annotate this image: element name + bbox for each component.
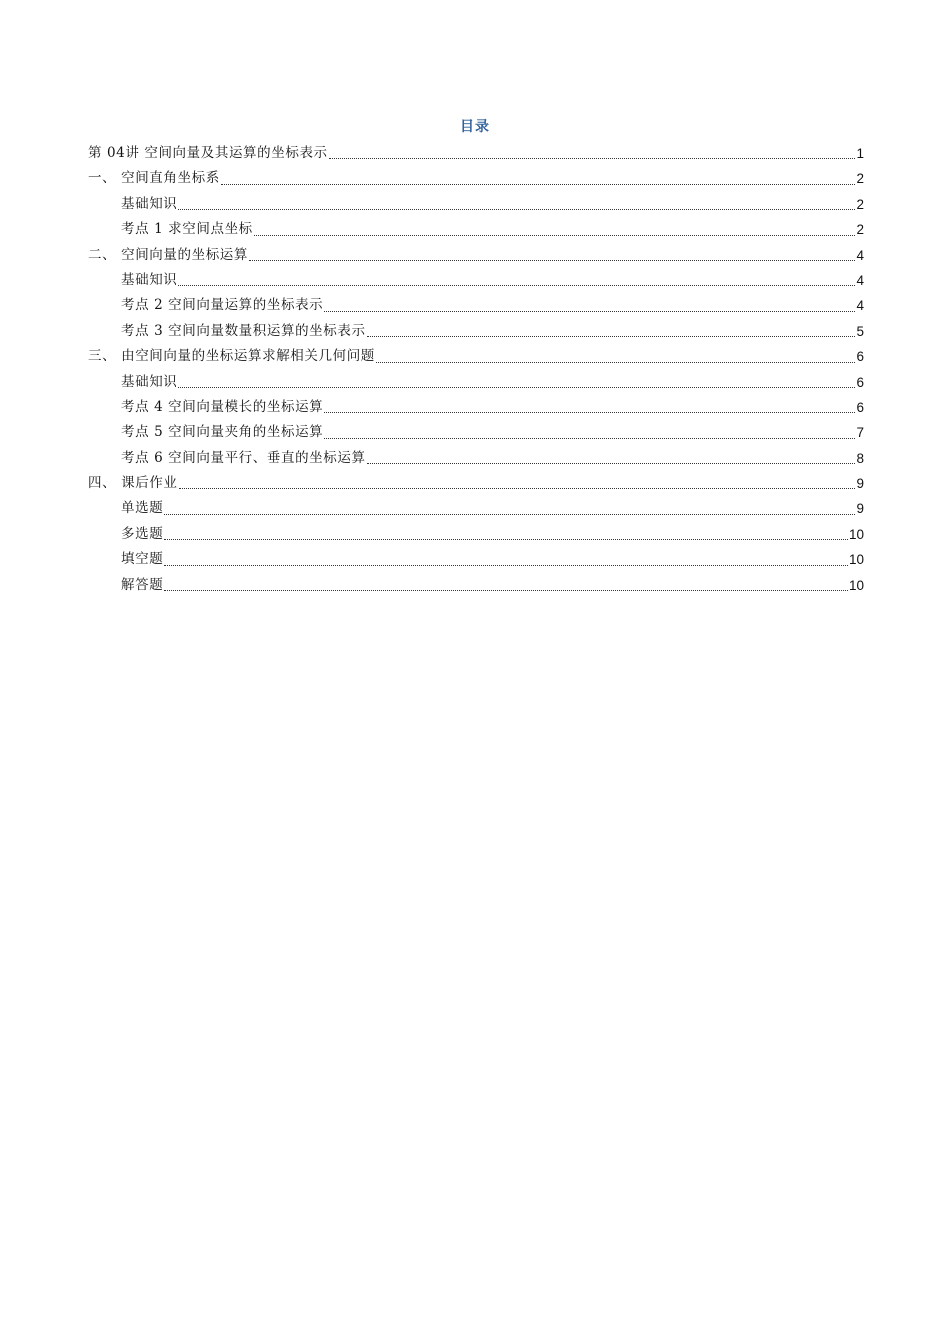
toc-entry[interactable] [88,141,864,166]
toc-entry-text: 一、 空间直角坐标系 [88,170,220,187]
toc-entry-text: 考点 6 空间向量平行、垂直的坐标运算 [121,449,366,466]
toc-page-number: 4 [856,272,864,288]
toc-entry[interactable] [88,268,864,293]
toc-page-number: 10 [848,577,864,593]
toc-entry-text: 多选题 [121,525,164,542]
toc-dot-leader [178,208,855,210]
toc-entry-text: 基础知识 [121,373,178,390]
toc-page-number: 1 [856,145,864,161]
toc-page-number: 8 [856,450,864,466]
toc-dot-leader [324,310,855,312]
toc-dot-leader [367,335,856,337]
toc-dot-leader [178,284,855,286]
toc-entry-text: 第 04讲 空间向量及其运算的坐标表示 [88,144,328,161]
toc-dot-leader [221,183,856,185]
toc-entry[interactable] [88,293,864,318]
toc-page-number: 9 [856,476,864,492]
toc-entry-text: 考点 5 空间向量夹角的坐标运算 [121,424,324,441]
toc-entry[interactable] [88,344,864,369]
toc-title: 目录 [460,119,490,135]
toc-page-number: 7 [856,425,864,441]
toc-page-number: 5 [856,323,864,339]
toc-entry-text: 单选题 [121,500,164,517]
toc-page-number: 2 [856,171,864,187]
toc-page-number: 10 [848,552,864,568]
toc-page-number: 2 [856,222,864,238]
toc-page-number: 10 [848,526,864,542]
toc-list [88,141,864,598]
toc-page-number: 6 [856,399,864,415]
toc-entry[interactable] [88,192,864,217]
toc-dot-leader [376,361,856,363]
toc-dot-leader [164,513,855,515]
toc-entry-text: 基础知识 [121,271,178,288]
toc-dot-leader [249,259,855,261]
toc-entry-text: 二、 空间向量的坐标运算 [88,246,248,263]
toc-page-number: 6 [856,349,864,365]
toc-dot-leader [164,564,848,566]
toc-entry-text: 填空题 [121,551,164,568]
toc-dot-leader [164,589,848,591]
toc-dot-leader [179,487,856,489]
toc-dot-leader [178,386,855,388]
toc-entry-text: 考点 1 求空间点坐标 [121,221,253,238]
toc-page-number: 9 [856,501,864,517]
toc-entry[interactable] [88,496,864,521]
toc-dot-leader [254,234,856,236]
toc-entry-text: 考点 3 空间向量数量积运算的坐标表示 [121,322,366,339]
toc-entry-text: 考点 2 空间向量运算的坐标表示 [121,297,324,314]
toc-dot-leader [324,411,855,413]
toc-entry-text: 考点 4 空间向量模长的坐标运算 [121,398,324,415]
toc-entry-text: 四、 课后作业 [88,475,178,492]
toc-entry-text: 解答题 [121,576,164,593]
toc-dot-leader [329,157,856,159]
toc-entry[interactable] [88,547,864,572]
toc-page-number: 2 [856,196,864,212]
toc-dot-leader [367,462,856,464]
toc-entry[interactable] [88,395,864,420]
toc-entry[interactable] [88,370,864,395]
toc-entry[interactable] [88,573,864,598]
toc-entry-text: 三、 由空间向量的坐标运算求解相关几何问题 [88,348,375,365]
toc-page-number: 4 [856,298,864,314]
toc-entry[interactable] [88,446,864,471]
toc-page-number: 6 [856,374,864,390]
toc-entry[interactable] [88,217,864,242]
toc-dot-leader [164,538,848,540]
toc-entry[interactable] [88,319,864,344]
toc-entry[interactable] [88,166,864,191]
toc-entry[interactable] [88,522,864,547]
toc-page-number: 4 [856,247,864,263]
toc-dot-leader [324,437,855,439]
toc-entry-text: 基础知识 [121,195,178,212]
toc-entry[interactable] [88,243,864,268]
toc-entry[interactable] [88,420,864,445]
toc-entry[interactable] [88,471,864,496]
